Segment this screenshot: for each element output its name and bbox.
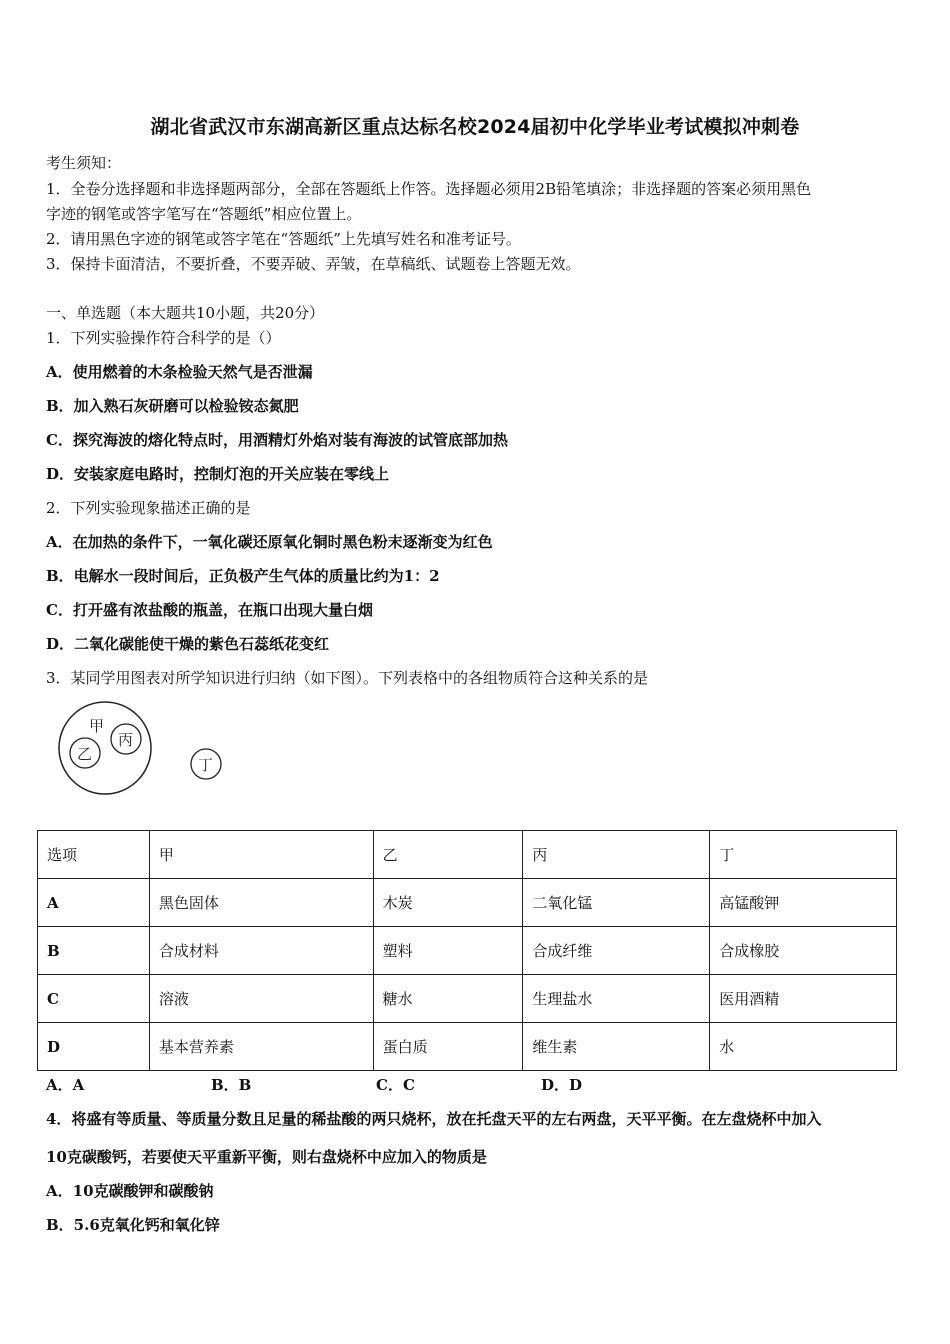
q2-stem: 2．下列实验现象描述正确的是 — [46, 499, 251, 517]
q1-option-c: C．探究海波的熔化特点时，用酒精灯外焰对装有海波的试管底部加热 — [46, 431, 508, 449]
table-row — [38, 879, 897, 927]
table-cell: C — [38, 975, 150, 1023]
q3-answer-b: B．B — [211, 1076, 252, 1094]
q2-option-b: B．电解水一段时间后，正负极产生气体的质量比约为1：2 — [46, 567, 440, 585]
q3-stem: 3．某同学用图表对所学知识进行归纳（如下图）。下列表格中的各组物质符合这种关系的是 — [46, 669, 649, 687]
table-cell: 水 — [710, 1023, 897, 1071]
q4-stem-line1: 4．将盛有等质量、等质量分数且足量的稀盐酸的两只烧杯，放在托盘天平的左右两盘，天平平衡。在左盘烧杯中加入 — [46, 1110, 822, 1128]
table-header-cell: 选项 — [38, 831, 150, 879]
venn-diagram — [56, 700, 236, 800]
q4-stem-line2: 10克碳酸钙，若要使天平重新平衡，则右盘烧杯中应加入的物质是 — [46, 1148, 487, 1166]
notice-item: 2．请用黑色字迹的钢笔或答字笔在“答题纸”上先填写姓名和准考证号。 — [46, 230, 521, 248]
table-cell: 溶液 — [149, 975, 373, 1023]
q1-option-a: A．使用燃着的木条检验天然气是否泄漏 — [46, 363, 313, 381]
table-header-cell: 丁 — [710, 831, 897, 879]
table-cell: 合成橡胶 — [710, 927, 897, 975]
table-cell: 黑色固体 — [149, 879, 373, 927]
table-header-cell: 丙 — [523, 831, 710, 879]
label-yi: 乙 — [77, 745, 93, 763]
q3-answer-d: D．D — [541, 1076, 583, 1094]
table-cell: 糖水 — [373, 975, 523, 1023]
table-cell: 高锰酸钾 — [710, 879, 897, 927]
table-header-cell: 乙 — [373, 831, 523, 879]
table-cell: 蛋白质 — [373, 1023, 523, 1071]
table-cell: B — [38, 927, 150, 975]
table-header-cell: 甲 — [149, 831, 373, 879]
table-cell: 合成纤维 — [523, 927, 710, 975]
q1-stem: 1．下列实验操作符合科学的是（） — [46, 329, 281, 347]
label-jia: 甲 — [89, 717, 105, 735]
q2-option-d: D．二氧化碳能使干燥的紫色石蕊纸花变红 — [46, 635, 330, 653]
options-table — [37, 830, 897, 1071]
table-cell: 生理盐水 — [523, 975, 710, 1023]
table-cell: 二氧化锰 — [523, 879, 710, 927]
notice-item: 1．全卷分选择题和非选择题两部分，全部在答题纸上作答。选择题必须用2B铅笔填涂；非选择题的答案必须用黑色 — [46, 180, 812, 198]
q2-option-c: C．打开盛有浓盐酸的瓶盖，在瓶口出现大量白烟 — [46, 601, 373, 619]
table-cell: 基本营养素 — [149, 1023, 373, 1071]
q2-option-a: A．在加热的条件下，一氧化碳还原氧化铜时黑色粉末逐渐变为红色 — [46, 533, 493, 551]
table-header-row — [38, 831, 897, 879]
label-ding: 丁 — [198, 756, 214, 774]
notice-item: 3．保持卡面清洁，不要折叠，不要弄破、弄皱，在草稿纸、试题卷上答题无效。 — [46, 255, 581, 273]
q3-answer-a: A．A — [46, 1076, 85, 1094]
notice-heading: 考生须知： — [46, 154, 122, 172]
q4-option-a: A．10克碳酸钾和碳酸钠 — [46, 1182, 214, 1200]
table-cell: 木炭 — [373, 879, 523, 927]
q3-answer-c: C．C — [376, 1076, 415, 1094]
q4-option-b: B．5.6克氧化钙和氧化锌 — [46, 1216, 220, 1234]
table-cell: 塑料 — [373, 927, 523, 975]
table-cell: 医用酒精 — [710, 975, 897, 1023]
page-title: 湖北省武汉市东湖高新区重点达标名校2024届初中化学毕业考试模拟冲刺卷 — [150, 116, 800, 138]
table-cell: 维生素 — [523, 1023, 710, 1071]
notice-item: 字迹的钢笔或答字笔写在“答题纸”相应位置上。 — [46, 205, 362, 223]
table-cell: 合成材料 — [149, 927, 373, 975]
q1-option-d: D．安装家庭电路时，控制灯泡的开关应装在零线上 — [46, 465, 390, 483]
table-cell: A — [38, 879, 150, 927]
table-cell: D — [38, 1023, 150, 1071]
table-row — [38, 1023, 897, 1071]
table-row — [38, 927, 897, 975]
table-row — [38, 975, 897, 1023]
q1-option-b: B．加入熟石灰研磨可以检验铵态氮肥 — [46, 397, 299, 415]
section-heading: 一、单选题（本大题共10小题，共20分） — [46, 304, 325, 322]
label-bing: 丙 — [118, 731, 134, 749]
